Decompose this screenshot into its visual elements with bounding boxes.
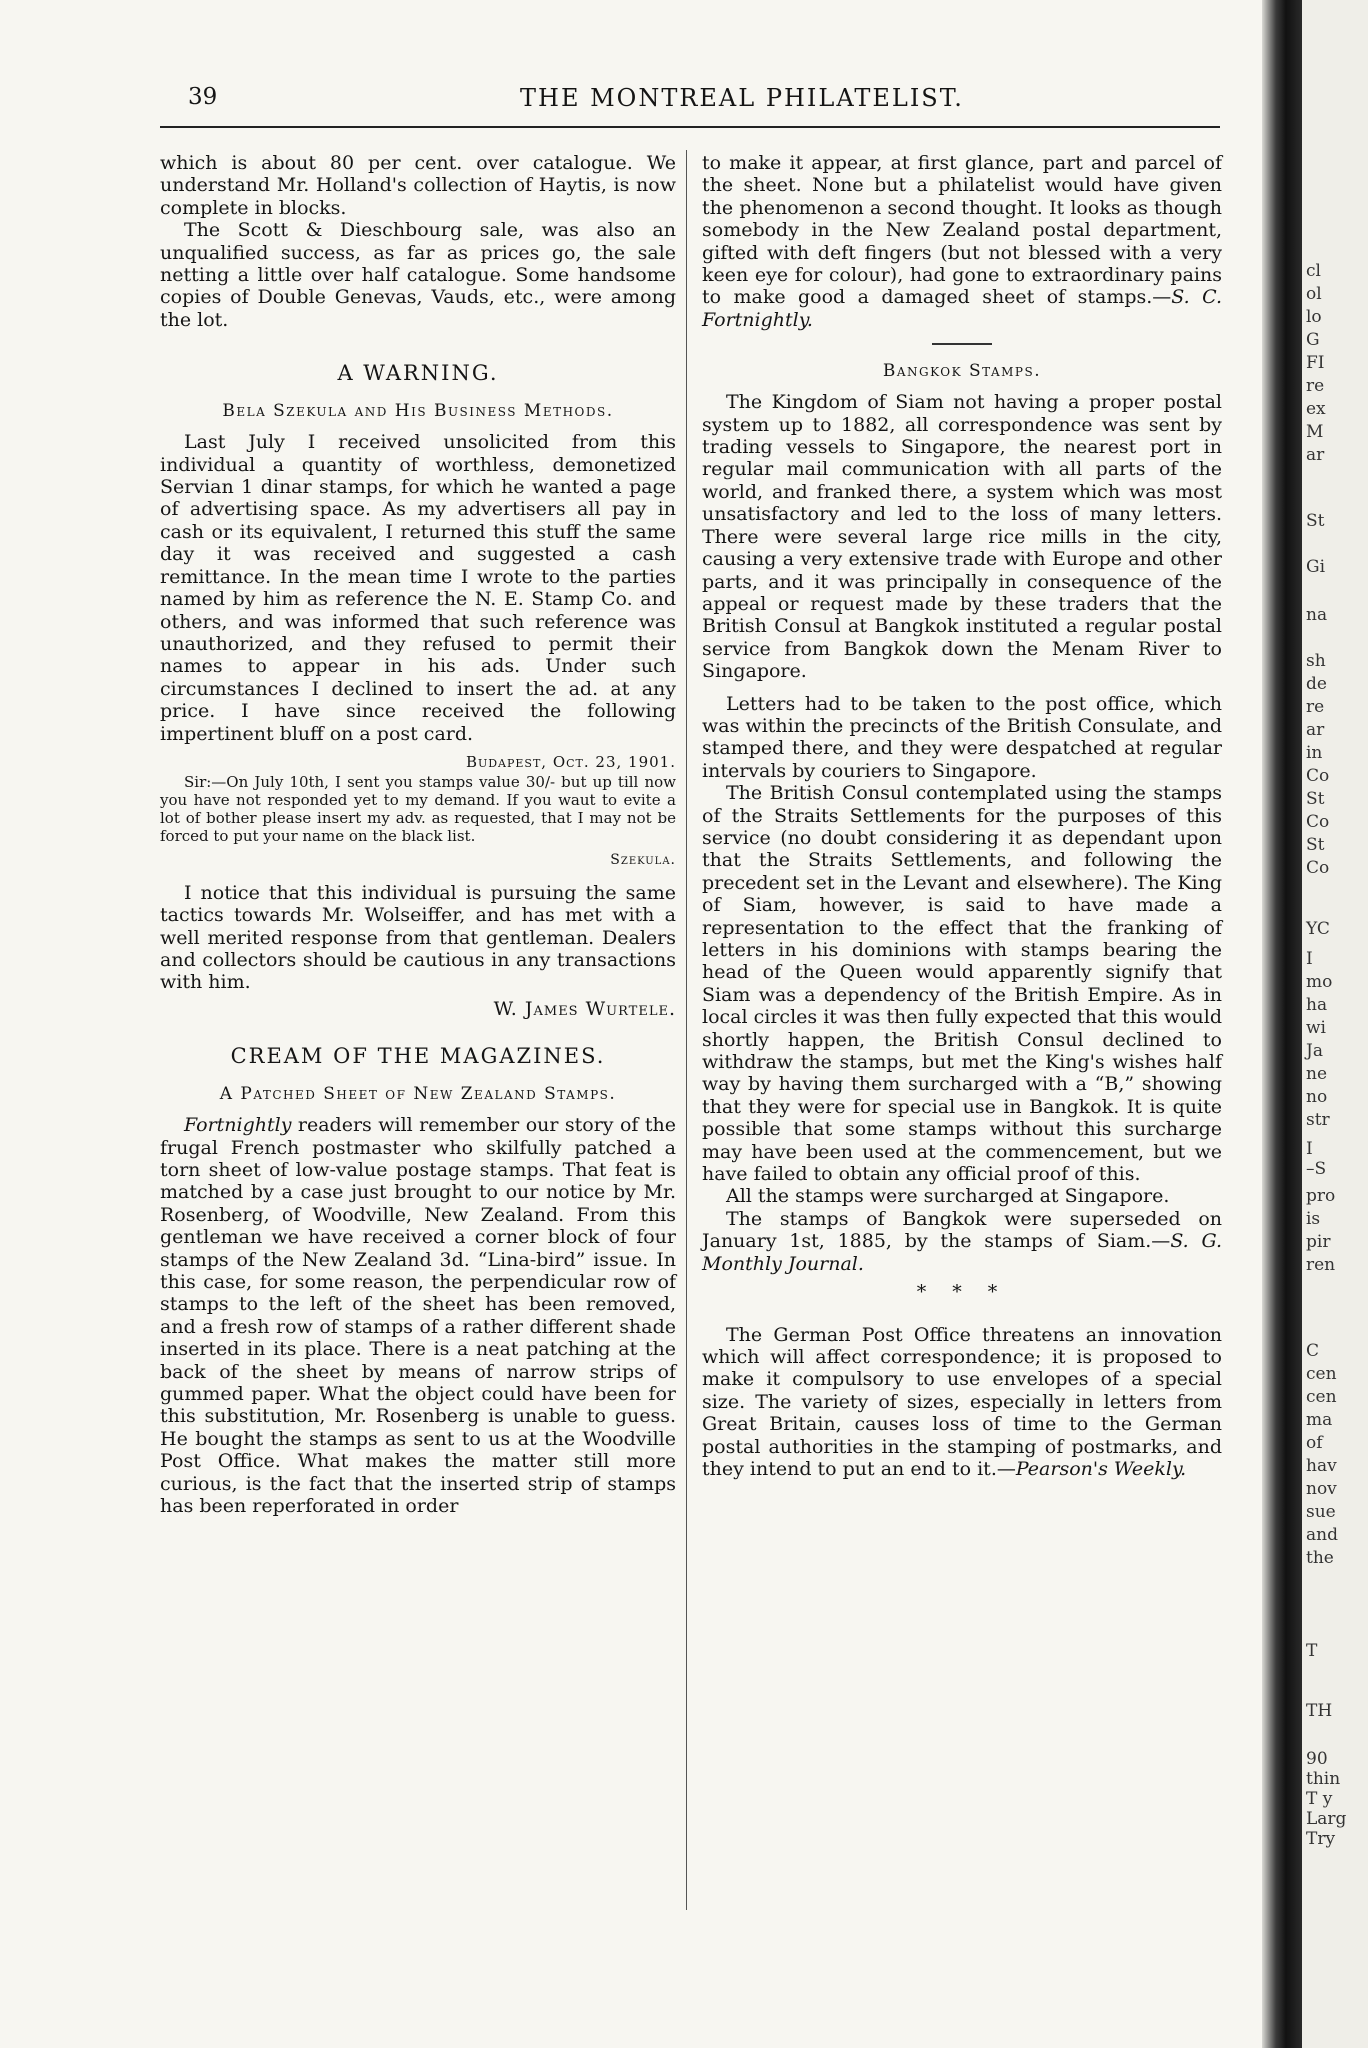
separator-stars: * * * <box>916 1281 1008 1304</box>
bangkok-paragraph-5-text: The stamps of Bangkok were superseded on January 1st, 1885, by the stamps of Siam.— <box>702 1207 1222 1253</box>
next-page-fragment: sue <box>1306 1502 1336 1522</box>
bangkok-paragraph-4: All the stamps were surcharged at Singapore. <box>726 1185 1170 1208</box>
book-gutter <box>1262 0 1302 2048</box>
bangkok-paragraph-1: The Kingdom of Siam not having a proper postal system up to 1882, all correspondence was sent by trading vessels to Singapore, the nearest port in regular mail communication with all parts of the world, and franked there, a system which was most unsatisfactory and led to the loss of many letters. There were several large rice mills in the city, causing a very extensive trade with Europe and other parts, and it was principally in consequence of the appeal or request made by these traders that the British Consul at Bangkok instituted a regular postal service from Bangkok down the Menam River to Singapore. <box>702 391 1222 683</box>
nz-continuation <box>702 152 1222 331</box>
postcard-dateline: Budapest, Oct. 23, 1901. <box>465 752 676 771</box>
intro-paragraph-2: The Scott & Dieschbourg sale, was also an unqualified success, as far as prices go, the sale netting a little over half catalogue. Some handsome copies of Double Genevas, Vauds, etc., were among the lot. <box>160 219 676 331</box>
next-page-fragment: –S <box>1306 1159 1327 1179</box>
next-page-fragment: re <box>1306 697 1325 717</box>
warning-heading: A WARNING. <box>337 361 499 386</box>
postcard-signature: Szekula. <box>610 852 676 869</box>
next-page-fragment: sh <box>1306 651 1326 671</box>
running-title: THE MONTREAL PHILATELIST. <box>520 84 964 112</box>
german-source: Pearson's Weekly. <box>1015 1457 1187 1480</box>
warning-signature: W. James Wurtele. <box>493 997 676 1020</box>
next-page-fragment: St <box>1306 511 1325 531</box>
warning-paragraph-2: I notice that this individual is pursuing the same tactics towards Mr. Wolseiffer, and has met with a well merited response from that gentleman. Dealers and collectors should be cautious in any transactions with him. <box>160 881 676 994</box>
next-page-fragment: ex <box>1306 399 1326 419</box>
bangkok-paragraph-5 <box>702 1208 1222 1275</box>
next-page-fragment: pro <box>1306 1186 1336 1206</box>
next-page-fragment: G <box>1306 330 1320 350</box>
warning-paragraph-1: Last July I received unsolicited from this individual a quantity of worthless, demonetized Servian 1 dinar stamps, for which he wanted a page of advertising space. As my advertisers all pay in cash or its equivalent, I returned this stuff the same day it was received and suggested a cash remittance. In the mean time I wrote to the parties named by him as reference the N. E. Stamp Co. and others, and was informed that such reference was unauthorized, and they refused to permit their names to appear in his ads. Under such circumstances I declined to insert the ad. at any price. I have since received the following impertinent bluff on a post card. <box>160 431 676 745</box>
next-page-fragment: T y <box>1306 1789 1333 1809</box>
next-page-fragment: ren <box>1306 1255 1336 1275</box>
next-page-fragment: str <box>1306 1110 1330 1130</box>
next-page-fragment: St <box>1306 835 1325 855</box>
column-divider <box>686 150 687 1910</box>
next-page-fragment: Larg <box>1306 1809 1347 1829</box>
next-page-fragment: hav <box>1306 1456 1337 1476</box>
next-page-fragment: wi <box>1306 1018 1326 1038</box>
nz-paragraph-body: readers will remember our story of the frugal French postmaster who skilfully patched a torn sheet of low-value postage stamps. That feat is matched by a case just brought to our notice by Mr. Rosenberg, of Woodville, New Zealand. From this gentleman we have received a corner block of four stamps of the New Zealand 3d. “Lina-bird” issue. In this case, for some reason, the perpendicular row of stamps to the left of the sheet has been removed, and a fresh row of stamps of a rather different shade inserted in its place. There is a neat patching at the back of the sheet by means of narrow strips of gummed paper. What the object could have been for this substitution, Mr. Rosenberg is unable to guess. He bought the stamps as sent to us at the Woodville Post Office. What makes the matter still more curious, is the fact that the inserted strip of stamps has been reperforated in order <box>160 1114 676 1518</box>
next-page-fragment: St <box>1306 789 1325 809</box>
nz-paragraph-lead: Fortnightly <box>184 1114 292 1137</box>
next-page-fragment: nov <box>1306 1479 1337 1499</box>
next-page-fragment: 90 <box>1306 1749 1328 1769</box>
intro-paragraph-1: which is about 80 per cent. over catalogue. We understand Mr. Holland's collection of Haytis, is now complete in blocks. <box>160 152 676 219</box>
next-page-fragment: in <box>1306 743 1323 763</box>
next-page-fragment: mo <box>1306 972 1333 992</box>
next-page-fragment: TH <box>1306 1701 1333 1721</box>
next-page-fragment: Co <box>1306 766 1330 786</box>
next-page-fragment: cl <box>1306 261 1321 281</box>
left-column <box>160 152 676 1518</box>
next-page-fragment: is <box>1306 1209 1321 1229</box>
next-page-fragment: ne <box>1306 1064 1328 1084</box>
next-page-fragment: Ja <box>1306 1041 1323 1061</box>
next-page-fragment: ma <box>1306 1410 1333 1430</box>
bangkok-heading: Bangkok Stamps. <box>882 361 1042 382</box>
warning-subheading: Bela Szekula and His Business Methods. <box>222 401 614 422</box>
nz-subheading: A Patched Sheet of New Zealand Stamps. <box>219 1084 617 1105</box>
next-page-fragment: de <box>1306 674 1327 694</box>
section-rule <box>932 343 992 345</box>
bangkok-paragraph-2: Letters had to be taken to the post office, which was within the precincts of the British Consulate, and stamped there, and they were despatched at regular intervals by couriers to Singapore. <box>702 692 1222 782</box>
postcard-text: Sir:—On July 10th, I sent you stamps value 30/- but up till now you have not responded yet to my demand. If you waut to evite a lot of bother please insert my adv. as requested, that I may not be forced to put your name on the black list. <box>160 773 676 846</box>
next-page-fragment: ol <box>1306 284 1322 304</box>
bangkok-paragraph-3: The British Consul contemplated using the stamps of the Straits Settlements for the purposes of this service (no doubt considering it as dependant upon that the Straits Settlements, and following the precedent set in the Levant and elsewhere). The King of Siam, however, is said to have made a representation to the effect that the franking of letters in his dominions with stamps bearing the head of the Queen would apparently signify that Siam was a dependency of the British Empire. As in local circles it was then fully expected that this would shortly happen, the British Consul declined to withdraw the stamps, but met the King's wishes half way by having them surcharged with a “B,” showing that they were for special use in Bangkok. It is quite possible that some stamps without this surcharge may have been used at the commencement, but we have failed to obtain any official proof of this. <box>702 782 1222 1186</box>
next-page-fragment: thin <box>1306 1769 1341 1789</box>
next-page-fragment: the <box>1306 1548 1334 1568</box>
next-page-fragment: cen <box>1306 1364 1337 1384</box>
next-page-fragment: pir <box>1306 1232 1331 1252</box>
nz-paragraph-1 <box>160 1114 676 1517</box>
header-rule <box>160 126 1220 128</box>
german-paragraph <box>702 1324 1222 1481</box>
next-page-fragment: FI <box>1306 353 1325 373</box>
next-page-fragment: ha <box>1306 995 1328 1015</box>
next-page-fragment: Gi <box>1306 557 1326 577</box>
next-page-fragment: M <box>1306 422 1324 442</box>
next-page-fragment: cen <box>1306 1387 1337 1407</box>
next-page-fragment: C <box>1306 1341 1320 1361</box>
next-page-fragment: no <box>1306 1087 1328 1107</box>
next-page-fragment: ar <box>1306 445 1325 465</box>
page-header <box>160 84 1220 124</box>
next-page-fragment: lo <box>1306 307 1322 327</box>
next-page-fragment: I <box>1306 1139 1313 1159</box>
next-page-fragment: Co <box>1306 858 1330 878</box>
next-page-fragment: re <box>1306 376 1325 396</box>
next-page-fragment: ar <box>1306 720 1325 740</box>
next-page-fragment: I <box>1306 949 1313 969</box>
next-page-fragment: Try <box>1306 1829 1336 1849</box>
next-page-fragment: T <box>1306 1641 1318 1661</box>
nz-source: S. C. Fortnightly. <box>702 286 1222 331</box>
right-column <box>702 152 1222 1480</box>
next-page-edge <box>1302 0 1368 2048</box>
german-paragraph-text: The German Post Office threatens an innovation which will affect correspondence; it is proposed to make it compulsory to use envelopes of a special size. The variety of sizes, especially in letters from Great Britain, causes loss of time to the German postal authorities in the stamping of postmarks, and they intend to put an end to it.— <box>702 1323 1222 1480</box>
next-page-fragment: Co <box>1306 812 1330 832</box>
page-number: 39 <box>188 84 218 110</box>
next-page-fragment: and <box>1306 1525 1338 1545</box>
nz-continuation-text: to make it appear, at first glance, part and parcel of the sheet. None but a philatelist would have given the phenomenon a second thought. It looks as though somebody in the New Zealand postal department, gifted with deft fingers (but not blessed with a very keen eye for colour), had gone to extraordinary pains to make good a damaged sheet of stamps.— <box>702 152 1222 309</box>
next-page-fragment: of <box>1306 1433 1323 1453</box>
bangkok-source: S. G. Monthly Journal. <box>702 1230 1222 1275</box>
next-page-fragment: na <box>1306 605 1328 625</box>
next-page-fragment: YC <box>1306 919 1330 939</box>
cream-heading: CREAM OF THE MAGAZINES. <box>230 1044 606 1069</box>
